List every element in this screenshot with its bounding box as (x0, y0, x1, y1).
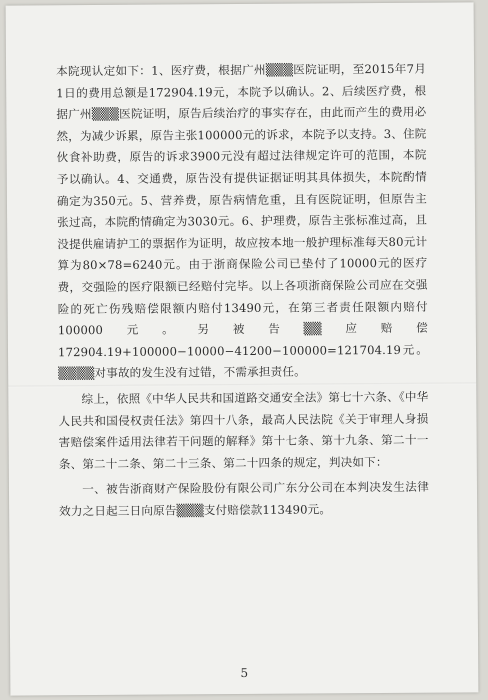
legal-basis-paragraph: 综上，依照《中华人民共和国道路交通安全法》第七十六条、《中华人民共和国侵权责任法》第四十八条，最高人民法院《关于审理人身损害赔偿案件适用法律若干问题的解释》第十七条、第十九条、第二十一条、第二十二条、第二十三条、第二十四条的规定，判决如下： (58, 389, 429, 471)
ruling-item-1: 一、被告浙商财产保险股份有限公司广东分公司在本判决发生法律效力之日起三日向原告▒▒▒支付赔偿款113490元。 (59, 479, 430, 519)
findings-paragraph: 本院现认定如下：1、医疗费，根据广州▒▒▒医院证明，至2015年7月1日的费用总额是172904.19元，本院予以确认。2、后续医疗费，根据广州▒▒▒医院证明，原告后续治疗的事实存在，由此而产生的费用必然，为减少诉累，原告主张100000元的诉求，本院予以支持。3、住院伙食补助费，原告的诉求3900元没有超过法律规定许可的范围，本院予以确认。4、交通费，原告没有提供证据证明其具体损失，本院酌情确定为350元。5、营养费，原告病情危重，且有医院证明，但原告主张过高，本院酌情确定为3030元。6、护理费，原告主张标准过高，且没提供雇请护工的票据作为证明，故应按本地一般护理标准每天80元计算为80×78=6240元。由于浙商保险公司已垫付了10000元的医疗费，交强险的医疗限额已经赔付完毕。以上各项浙商保险公司应在交强险的死亡伤残赔偿限额内赔付13490元，在第三者责任限额内赔付100000元。另被告▒▒应赔偿172904.19+100000−10000−41200−100000=121704.19元。▒▒▒▒对事故的发生没有过错，不需承担责任。 (56, 61, 429, 381)
page-number: 5 (240, 665, 249, 681)
document-page (6, 2, 479, 695)
judgment-body (56, 59, 429, 523)
